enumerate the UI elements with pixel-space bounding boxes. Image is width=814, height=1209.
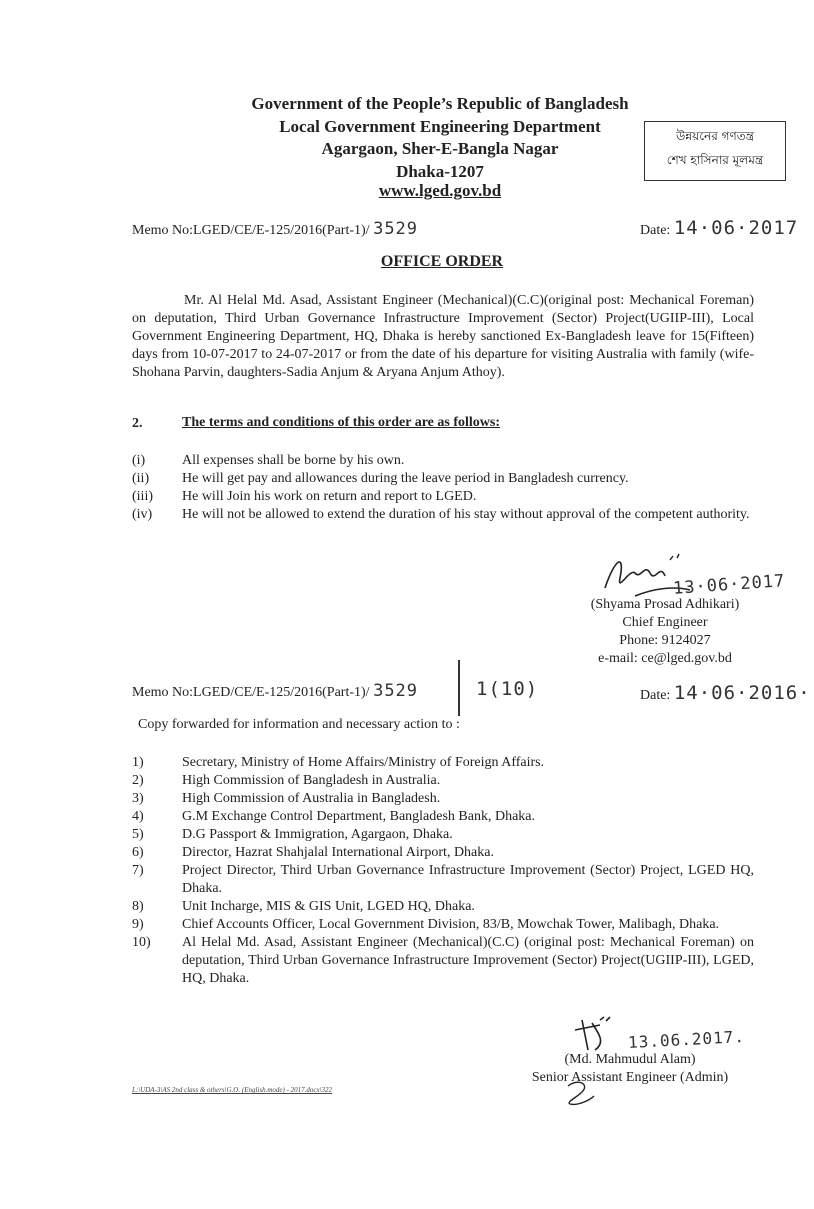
distribution-item	[132, 934, 754, 988]
distribution-number: 10)	[132, 935, 151, 950]
distribution-item	[132, 826, 754, 844]
handwritten-divider	[458, 660, 460, 716]
copy-count-handwritten: 1(10)	[476, 678, 539, 700]
terms-list	[132, 452, 754, 524]
distribution-number: 7)	[132, 863, 144, 878]
term-text: All expenses shall be borne by his own.	[182, 453, 405, 468]
distribution-number: 2)	[132, 773, 144, 788]
signatory-email: e-mail: ce@lged.gov.bd	[598, 651, 732, 666]
header-website-link[interactable]: www.lged.gov.bd	[378, 181, 502, 200]
term-item	[132, 470, 754, 488]
distribution-text: Director, Hazrat Shahjalal International Airport, Dhaka.	[182, 845, 494, 860]
distribution-number: 4)	[132, 809, 144, 824]
distribution-text: Chief Accounts Officer, Local Government Division, 83/B, Mowchak Tower, Malibagh, Dhaka.	[182, 917, 720, 932]
distribution-number: 3)	[132, 791, 144, 806]
distribution-number: 6)	[132, 845, 144, 860]
date-handwritten: 14·06·2017	[673, 217, 799, 239]
distribution-text: High Commission of Australia in Bangladesh.	[182, 791, 441, 806]
distribution-text: Project Director, Third Urban Governance Infrastructure Improvement (Sector) Project, LGED HQ, Dhaka.	[182, 863, 754, 896]
handwritten-initial-mark	[560, 1078, 600, 1108]
admin-signatory-block	[510, 1051, 750, 1087]
term-item	[132, 506, 754, 524]
distribution-item	[132, 916, 754, 934]
term-text: He will not be allowed to extend the duration of his stay without approval of the competent authority.	[182, 507, 750, 522]
term-number: (iv)	[132, 507, 153, 522]
admin-signatory-title: Senior Assistant Engineer (Admin)	[531, 1070, 729, 1085]
stamp-line-1: উন্নয়নের গণতন্ত্র	[675, 129, 755, 143]
header-address: Agargaon, Sher-E-Bangla Nagar	[321, 139, 559, 158]
header-department: Local Government Engineering Department	[279, 117, 601, 136]
signatory-block	[540, 596, 790, 668]
distribution-number: 5)	[132, 827, 144, 842]
distribution-item	[132, 844, 754, 862]
admin-signatory-name: (Md. Mahmudul Alam)	[564, 1052, 696, 1067]
distribution-text: Al Helal Md. Asad, Assistant Engineer (Mechanical)(C.C) (original post: Mechanical Foreman) on deputation, Third Urban Governance Infrastructure Improvement (Sector) Project(UGIIP-III), LGED, HQ, Dhaka.	[182, 935, 754, 986]
copy-memo-number-line	[132, 681, 418, 701]
stamp-line-2: শেখ হাসিনার মূলমন্ত্র	[666, 153, 764, 167]
term-text: He will get pay and allowances during the leave period in Bangladesh currency.	[182, 471, 629, 486]
term-text: He will Join his work on return and report to LGED.	[182, 489, 477, 504]
copy-memo-prefix: Memo No:LGED/CE/E-125/2016(Part-1)/	[132, 685, 370, 700]
distribution-number: 9)	[132, 917, 144, 932]
distribution-text: G.M Exchange Control Department, Bangladesh Bank, Dhaka.	[182, 809, 536, 824]
term-item	[132, 488, 754, 506]
term-number: (iii)	[132, 489, 153, 504]
copy-forwarded-intro: Copy forwarded for information and necessary action to :	[138, 717, 460, 732]
admin-signature-date-handwritten: 13.06.2017.	[627, 1026, 746, 1053]
distribution-item	[132, 790, 754, 808]
distribution-item	[132, 754, 754, 772]
office-order-title: OFFICE ORDER	[380, 253, 504, 270]
distribution-text: D.G Passport & Immigration, Agargaon, Dhaka.	[182, 827, 453, 842]
distribution-number: 1)	[132, 755, 144, 770]
header-government: Government of the People’s Republic of Bangladesh	[251, 94, 629, 113]
signatory-phone: Phone: 9124027	[619, 633, 711, 648]
term-number: (i)	[132, 453, 146, 468]
terms-heading: The terms and conditions of this order are as follows:	[182, 415, 500, 430]
term-number: (ii)	[132, 471, 150, 486]
distribution-item	[132, 772, 754, 790]
header-city: Dhaka-1207	[396, 162, 484, 181]
distribution-list	[132, 754, 754, 988]
copy-date-handwritten: 14·06·2016·	[673, 682, 811, 704]
distribution-text: High Commission of Bangladesh in Australia.	[182, 773, 441, 788]
date-label: Date:	[640, 223, 671, 238]
copy-memo-number-handwritten: 3529	[373, 681, 419, 701]
distribution-item	[132, 898, 754, 916]
section-number: 2.	[132, 416, 143, 431]
memo-date	[640, 217, 798, 239]
distribution-number: 8)	[132, 899, 144, 914]
office-order-paragraph: Mr. Al Helal Md. Asad, Assistant Engineer (Mechanical)(C.C)(original post: Mechanical Foreman) on deputation, Third Urban Governance Infrastructure Improvement (Sector) Project(UGIIP-III), Local Government Engineering Department, HQ, Dhaka is hereby sanctioned Ex-Bangladesh leave for 15(Fifteen) days from 10-07-2017 to 24-07-2017 or from the date of his departure for visiting Australia with family (wife-Shohana Parvin, daughters-Sadia Anjum & Aryana Anjum Athoy).	[132, 293, 754, 380]
copy-memo-date	[640, 682, 811, 704]
distribution-item	[132, 862, 754, 898]
signature-date-handwritten: 13·06·2017	[672, 571, 786, 599]
footer-file-path: L:\UDA-3\AS 2nd class & others\G.O. (English.mode) - 2017.docx\322	[132, 1086, 333, 1094]
memo-number-handwritten: 3529	[373, 219, 419, 239]
distribution-text: Unit Incharge, MIS & GIS Unit, LGED HQ, Dhaka.	[182, 899, 475, 914]
signatory-name: (Shyama Prosad Adhikari)	[590, 597, 740, 612]
distribution-item	[132, 808, 754, 826]
signatory-title: Chief Engineer	[622, 615, 708, 630]
distribution-text: Secretary, Ministry of Home Affairs/Ministry of Foreign Affairs.	[182, 755, 545, 770]
term-item	[132, 452, 754, 470]
memo-number-line	[132, 219, 418, 239]
memo-prefix: Memo No:LGED/CE/E-125/2016(Part-1)/	[132, 223, 370, 238]
copy-date-label: Date:	[640, 688, 671, 703]
slogan-stamp	[644, 121, 786, 181]
